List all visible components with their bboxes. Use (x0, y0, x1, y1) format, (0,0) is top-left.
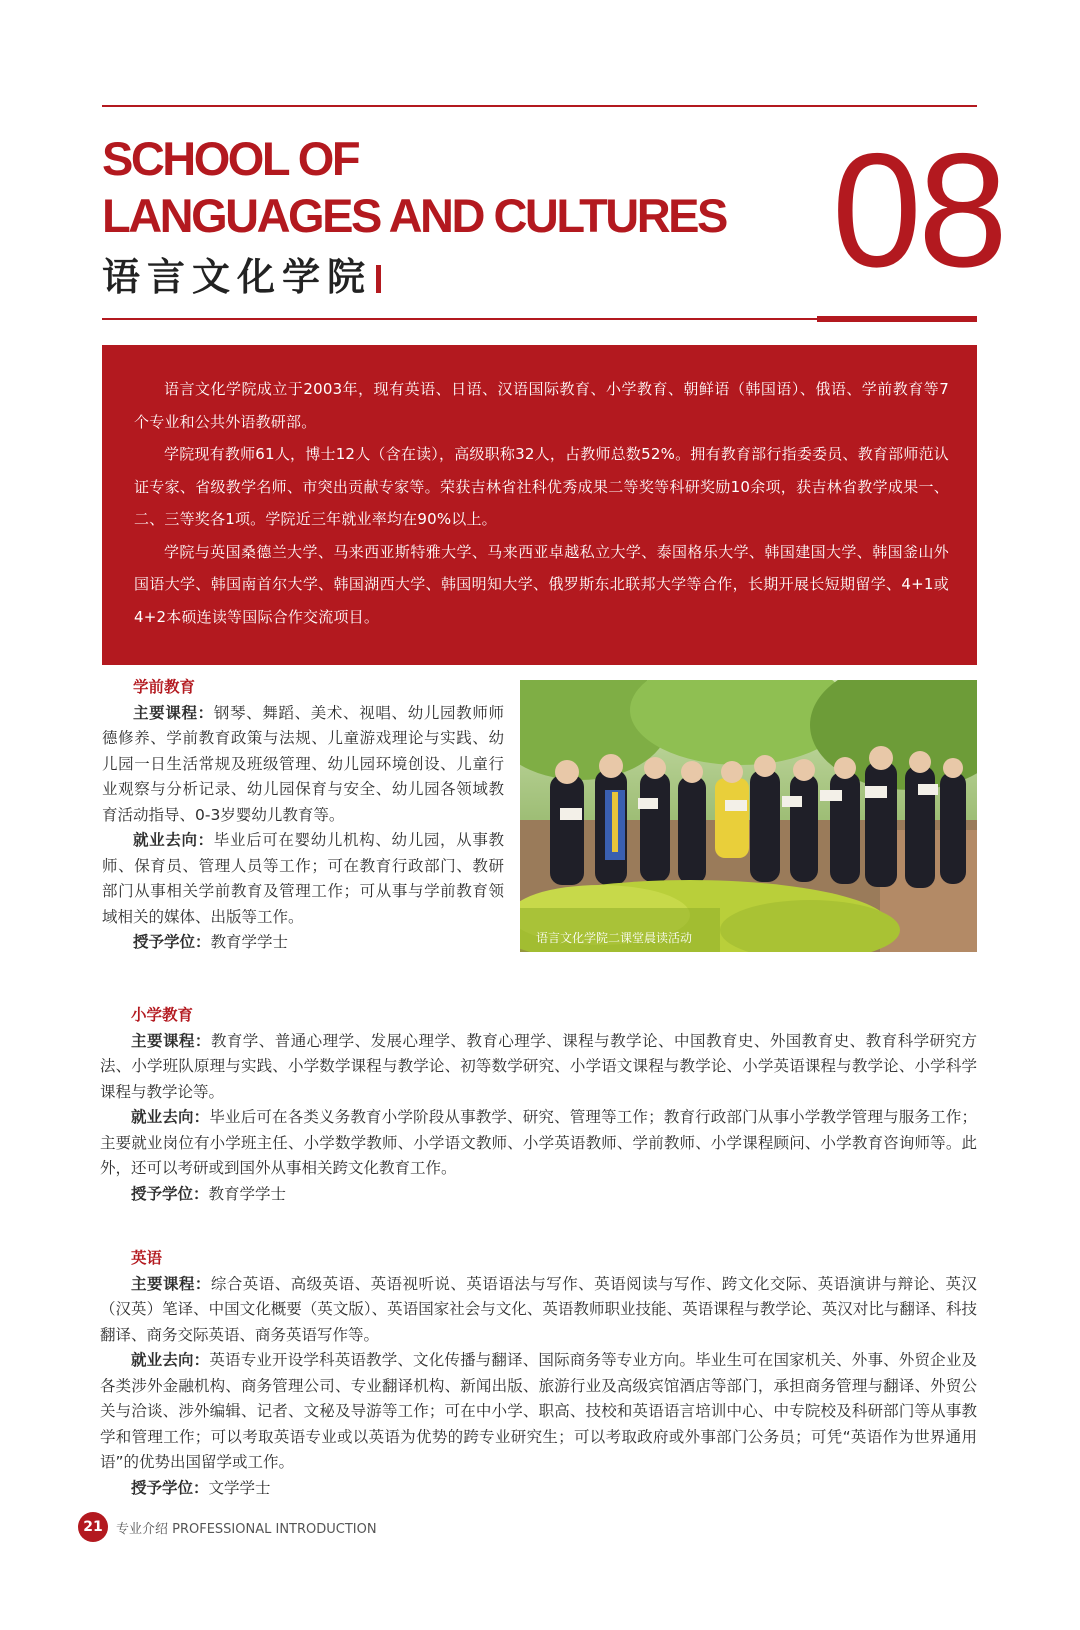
page-title-cn (102, 254, 381, 300)
page-title-en (102, 130, 726, 244)
degree-label: 授予学位： (131, 1478, 209, 1497)
title-cn-text: 语言文化学院 (102, 255, 373, 299)
title-en-line1: SCHOOL OF (102, 132, 359, 185)
intro-paragraph: 学院现有教师61人，博士12人（含在读），高级职称32人，占教师总数52%。拥有教育部行指委委员、教育部师范认证专家、省级教学名师、市突出贡献专家等。荣获吉林省社科优秀成果二等奖等科研奖励10余项，获吉林省教学成果一、二、三等奖各1项。学院近三年就业率均在90%以上。 (134, 445, 949, 528)
career-label: 就业去向： (133, 831, 214, 849)
career-text: 毕业后可在婴幼儿机构、幼儿园，从事教师、保育员、管理人员等工作；可在教育行政部门、教研部门从事相关学前教育及管理工作；可从事与学前教育领域相关的媒体、出版等工作。 (102, 831, 504, 926)
major-section-preschool (102, 675, 504, 956)
courses-label: 主要课程： (131, 1274, 211, 1293)
major-career (100, 1105, 977, 1182)
intro-box (102, 345, 977, 665)
photo-caption: 语言文化学院二课堂晨读活动 (536, 931, 693, 945)
degree-label: 授予学位： (131, 1184, 209, 1203)
degree-text: 教育学学士 (208, 1184, 287, 1203)
title-en-line2: LANGUAGES AND CULTURES (102, 189, 726, 242)
footer-label: 专业介绍 PROFESSIONAL INTRODUCTION (116, 1522, 377, 1537)
major-section-english (100, 1246, 977, 1501)
major-title: 学前教育 (133, 678, 196, 696)
career-text: 毕业后可在各类义务教育小学阶段从事教学、研究、管理等工作；教育行政部门从事小学教学管理与服务工作；主要就业岗位有小学班主任、小学数学教师、小学语文教师、小学英语教师、学前教师、小学课程顾问、小学教育咨询师等。此外，还可以考研或到国外从事相关跨文化教育工作。 (100, 1108, 977, 1177)
degree-text: 文学学士 (208, 1478, 271, 1497)
courses-text: 综合英语、高级英语、英语视听说、英语语法与写作、英语阅读与写作、跨文化交际、英语演讲与辩论、英汉（汉英）笔译、中国文化概要（英文版）、英语国家社会与文化、英语教师职业技能、英语课程与教学论、英汉对比与翻译、科技翻译、商务交际英语、商务英语写作等。 (100, 1274, 977, 1344)
major-degree (100, 1476, 977, 1502)
degree-label: 授予学位： (133, 933, 211, 951)
title-accent-bar (376, 265, 381, 293)
section-number: 08 (831, 120, 1004, 301)
major-degree (100, 1182, 977, 1208)
page-number-badge: 21 (78, 1512, 108, 1542)
career-label: 就业去向： (131, 1108, 210, 1126)
courses-text: 钢琴、舞蹈、美术、视唱、幼儿园教师师德修养、学前教育政策与法规、儿童游戏理论与实践、幼儿园一日生活常规及班级管理、幼儿园环境创设、儿童行业观察与分析记录、幼儿园保育与安全、幼儿园各领域教育活动指导、0-3岁婴幼儿教育等。 (102, 703, 504, 824)
major-title: 英语 (131, 1249, 163, 1267)
career-text: 英语专业开设学科英语教学、文化传播与翻译、国际商务等专业方向。毕业生可在国家机关、外事、外贸企业及各类涉外金融机构、商务管理公司、专业翻译机构、新闻出版、旅游行业及高级宾馆酒店等部门，承担商务管理与翻译、外贸公关与洽谈、涉外编辑、记者、文秘及导游等工作；可在中小学、职高、技校和英语语言培训中心、中专院校及科研部门等从事教学和管理工作；可以考取英语专业或以英语为优势的跨专业研究生；可以考取政府或外事部门公务员；可凭“英语作为世界通用语”的优势出国留学或工作。 (100, 1351, 977, 1471)
major-courses (102, 701, 504, 829)
major-courses (100, 1029, 977, 1106)
students-reading-photo (520, 680, 977, 952)
intro-paragraph: 语言文化学院成立于2003年，现有英语、日语、汉语国际教育、小学教育、朝鲜语（韩国语）、俄语、学前教育等7个专业和公共外语教研部。 (134, 380, 949, 431)
degree-text: 教育学学士 (210, 933, 289, 951)
intro-paragraph: 学院与英国桑德兰大学、马来西亚斯特雅大学、马来西亚卓越私立大学、泰国格乐大学、韩国建国大学、韩国釜山外国语大学、韩国南首尔大学、韩国湖西大学、韩国明知大学、俄罗斯东北联邦大学等合作，长期开展长短期留学、4+1或4+2本硕连读等国际合作交流项目。 (134, 542, 949, 626)
major-career (100, 1348, 977, 1476)
courses-label: 主要课程： (133, 703, 214, 722)
major-section-primary (100, 1003, 977, 1207)
top-rule (102, 105, 977, 107)
major-degree (102, 930, 504, 956)
major-title: 小学教育 (131, 1006, 194, 1024)
number-underline (817, 316, 977, 322)
major-career (102, 828, 504, 930)
courses-label: 主要课程： (131, 1031, 211, 1050)
major-courses (100, 1272, 977, 1349)
courses-text: 教育学、普通心理学、发展心理学、教育心理学、课程与教学论、中国教育史、外国教育史、教育科学研究方法、小学班队原理与实践、小学数学课程与教学论、初等数学研究、小学语文课程与教学论、小学英语课程与教学论、小学科学课程与教学论等。 (100, 1031, 977, 1101)
photo-illustration (520, 680, 977, 952)
career-label: 就业去向： (131, 1351, 210, 1369)
